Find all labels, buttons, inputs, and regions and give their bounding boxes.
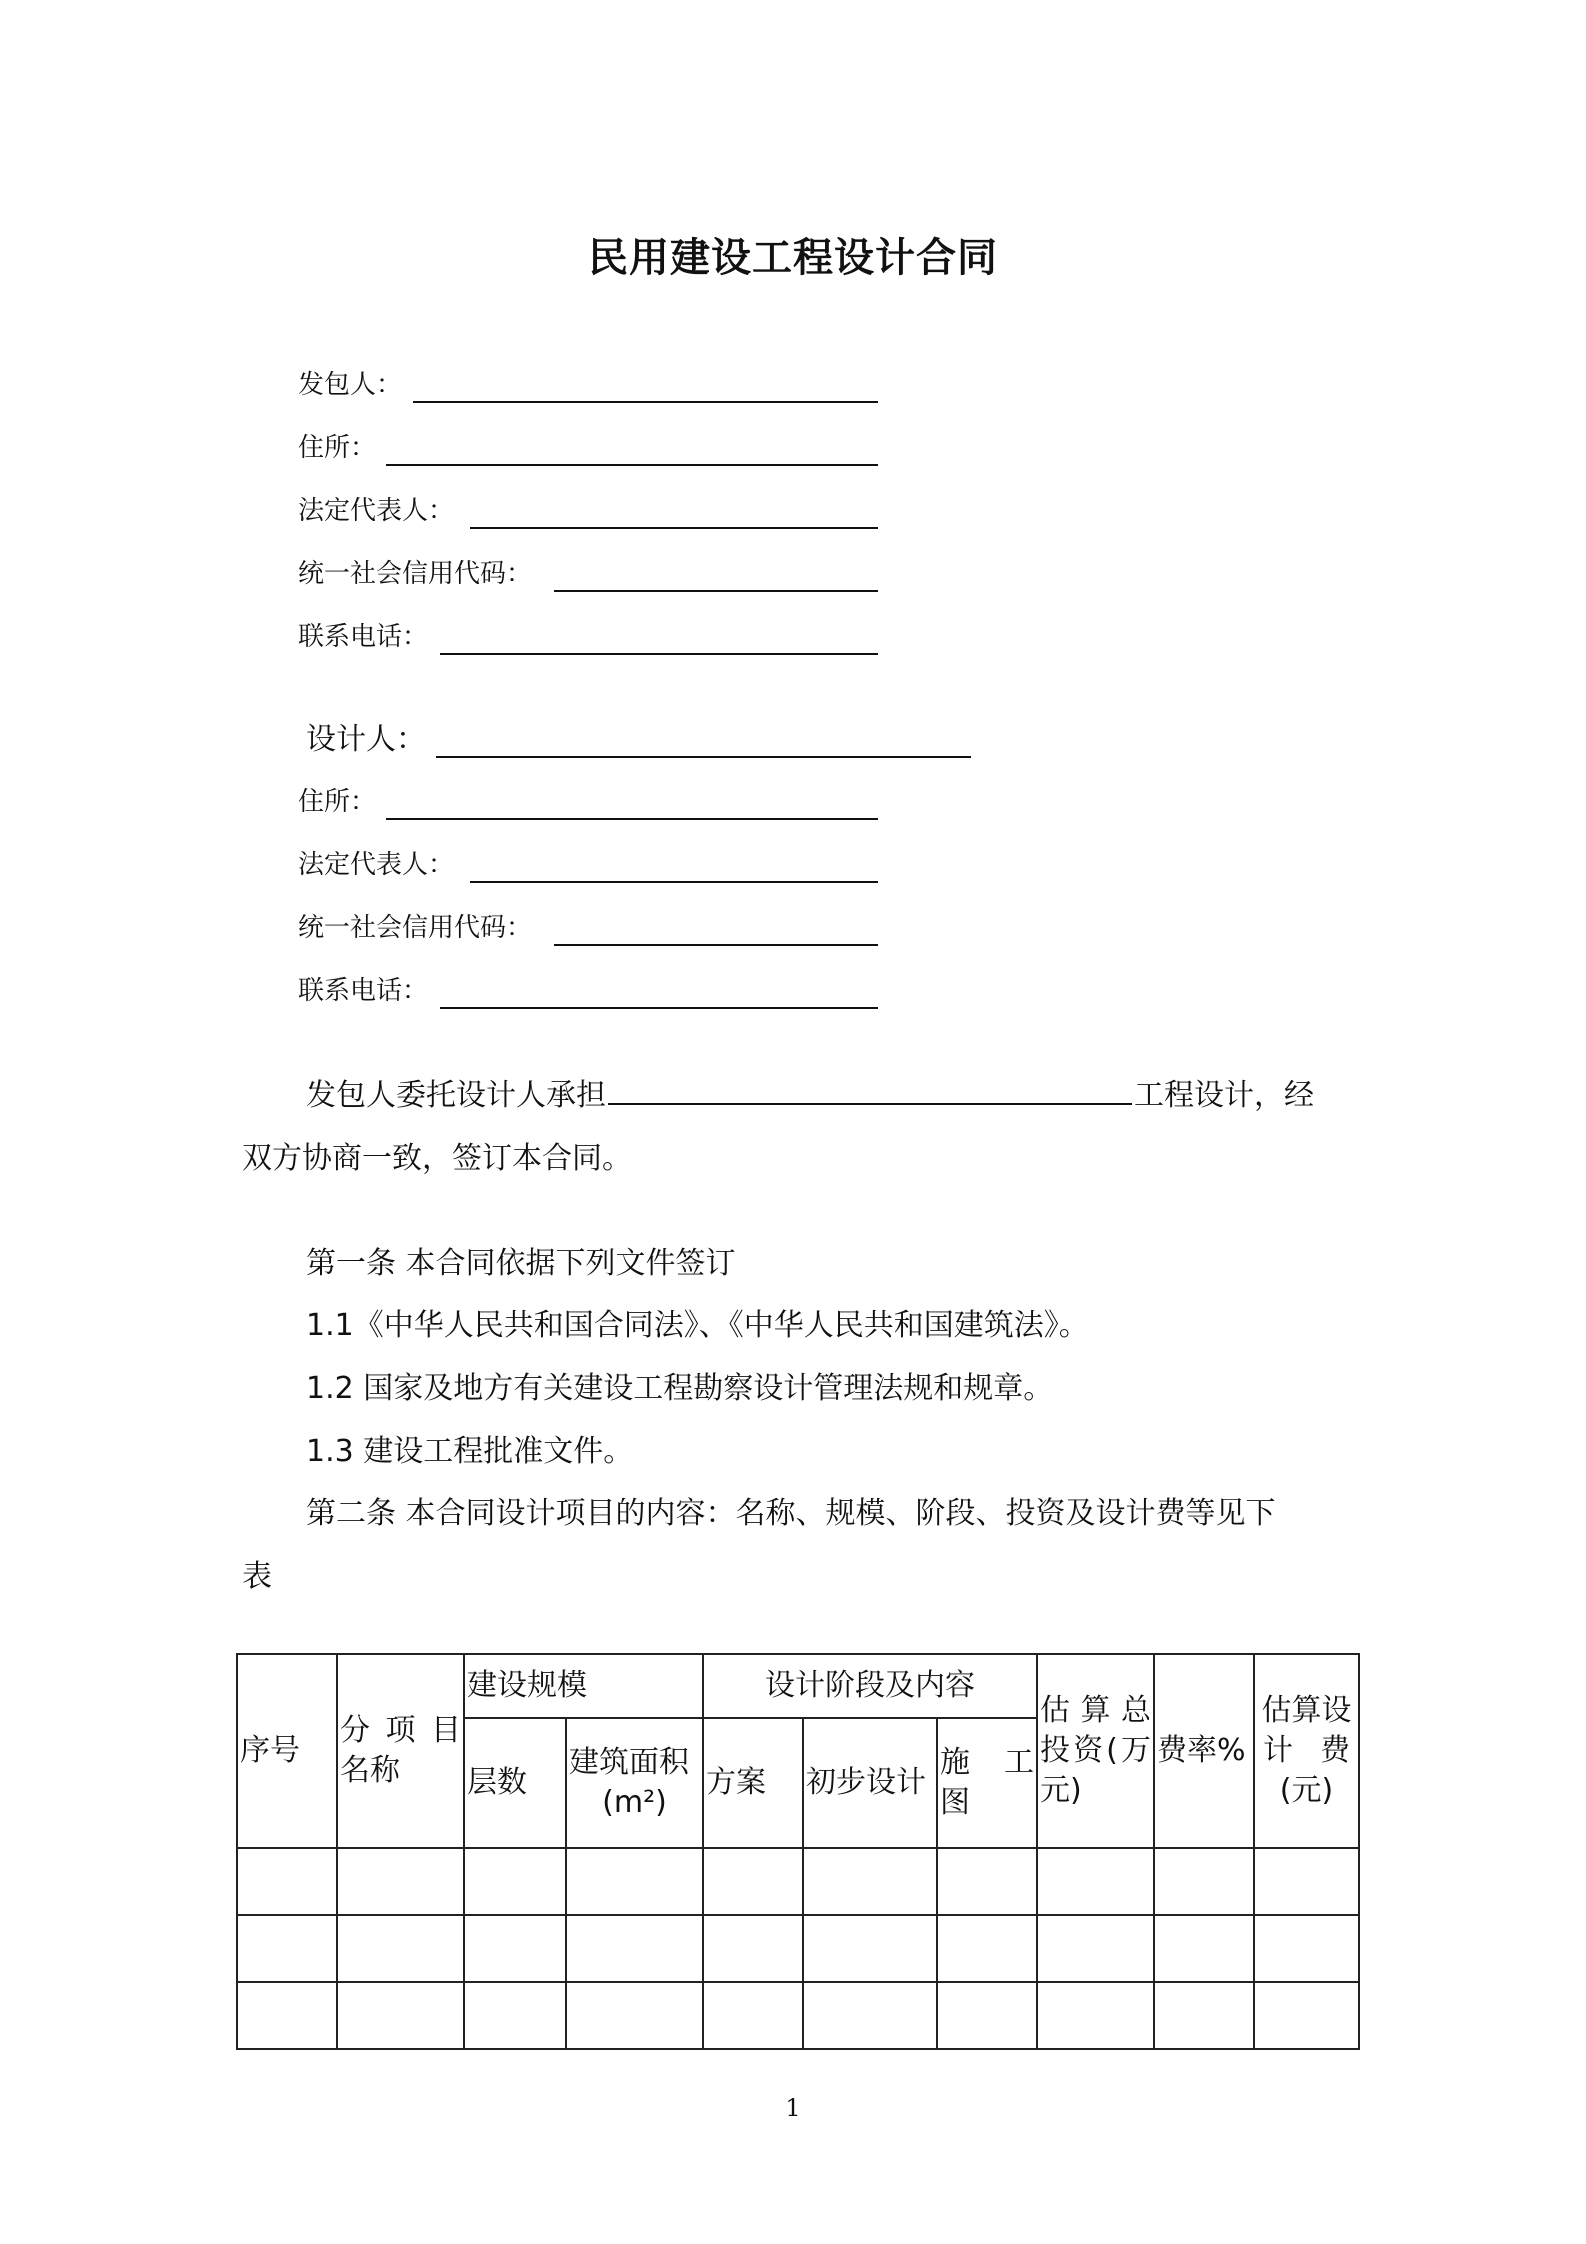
header-construction-line: 施工 (940, 1745, 1034, 1780)
header-item-name-line: 分项目 (340, 1713, 461, 1748)
table-cell[interactable] (566, 1848, 703, 1915)
employer-phone-underline (440, 653, 878, 655)
article-1-item: 1.1《中华人民共和国合同法》、《中华人民共和国建筑法》。 (306, 1308, 1089, 1343)
article-2-line-1: 第二条 本合同设计项目的内容：名称、规模、阶段、投资及设计费等见下 (306, 1496, 1276, 1531)
table-cell[interactable] (703, 1915, 803, 1982)
table-cell[interactable] (1154, 1848, 1254, 1915)
intro-line-1 (306, 1076, 1314, 1116)
project-name-underline[interactable] (608, 1103, 1132, 1105)
header-fee-line: 计费 (1263, 1733, 1350, 1768)
table-cell[interactable] (803, 1848, 937, 1915)
header-seq: 序号 (237, 1654, 337, 1848)
article-2-line-2: 表 (242, 1559, 272, 1594)
header-area-line: 建筑面积 (569, 1745, 689, 1780)
table-cell[interactable] (1037, 1848, 1154, 1915)
table-cell[interactable] (464, 1915, 566, 1982)
table-cell[interactable] (337, 1848, 464, 1915)
header-investment-line: 估算总 (1040, 1693, 1151, 1728)
table-row (237, 1982, 1359, 2049)
employer-credit-code-label: 统一社会信用代码： (298, 559, 533, 589)
table-cell[interactable] (803, 1982, 937, 2049)
table-cell[interactable] (237, 1848, 337, 1915)
table-cell[interactable] (1254, 1848, 1359, 1915)
header-investment-line: 投资(万 (1040, 1733, 1151, 1768)
designer-label: 设计人： (306, 722, 426, 757)
designer-address-label: 住所： (298, 787, 377, 817)
employer-credit-code-underline (554, 590, 878, 592)
intro-text-end: 工程设计，经 (1134, 1078, 1314, 1113)
table-cell[interactable] (1037, 1982, 1154, 2049)
table-cell[interactable] (703, 1982, 803, 2049)
designer-address-field[interactable] (298, 782, 376, 822)
table-cell[interactable] (937, 1982, 1037, 2049)
design-fee-table (236, 1653, 1360, 2050)
table-cell[interactable] (1254, 1982, 1359, 2049)
employer-credit-code-field[interactable] (298, 554, 532, 594)
employer-address-label: 住所： (298, 433, 377, 463)
header-preliminary: 初步设计 (803, 1718, 937, 1848)
table-cell[interactable] (1254, 1915, 1359, 1982)
designer-phone-underline (440, 1007, 878, 1009)
table-header-row (237, 1654, 1359, 1718)
header-area-line: (m²) (602, 1785, 667, 1820)
header-floors: 层数 (464, 1718, 566, 1848)
designer-field[interactable] (306, 720, 426, 760)
article-1-item: 1.2 国家及地方有关建设工程勘察设计管理法规和规章。 (306, 1371, 1054, 1406)
table-cell[interactable] (703, 1848, 803, 1915)
employer-legal-rep-label: 法定代表人： (298, 496, 455, 526)
page-number: 1 (785, 2094, 801, 2122)
designer-address-underline (386, 818, 878, 820)
designer-underline (436, 756, 971, 758)
designer-credit-code-underline (554, 944, 878, 946)
designer-legal-rep-label: 法定代表人： (298, 850, 455, 880)
table-cell[interactable] (337, 1915, 464, 1982)
header-scale-group: 建设规模 (464, 1654, 703, 1718)
employer-address-underline (386, 464, 878, 466)
employer-phone-field[interactable] (298, 617, 428, 657)
table-cell[interactable] (937, 1915, 1037, 1982)
header-investment-line: 元) (1040, 1773, 1082, 1808)
table-cell[interactable] (237, 1915, 337, 1982)
article-1-heading: 第一条 本合同依据下列文件签订 (306, 1246, 736, 1281)
header-item-name-line: 名称 (340, 1753, 400, 1788)
header-fee-line: 估算设 (1261, 1693, 1352, 1728)
table-cell[interactable] (237, 1982, 337, 2049)
page-title: 民用建设工程设计合同 (588, 234, 998, 281)
table-cell[interactable] (464, 1848, 566, 1915)
employer-underline (413, 401, 878, 403)
intro-text-start: 发包人委托设计人承担 (306, 1078, 606, 1113)
article-1-item: 1.3 建设工程批准文件。 (306, 1434, 634, 1469)
header-area (566, 1718, 703, 1848)
designer-credit-code-field[interactable] (298, 908, 532, 948)
employer-field[interactable] (298, 365, 402, 405)
table-cell[interactable] (803, 1915, 937, 1982)
table-cell[interactable] (1154, 1982, 1254, 2049)
table-cell[interactable] (566, 1915, 703, 1982)
header-fee (1254, 1654, 1359, 1848)
designer-legal-rep-field[interactable] (298, 845, 454, 885)
table-cell[interactable] (1037, 1915, 1154, 1982)
header-investment (1037, 1654, 1154, 1848)
table-cell[interactable] (1154, 1915, 1254, 1982)
header-construction (937, 1718, 1037, 1848)
designer-credit-code-label: 统一社会信用代码： (298, 913, 533, 943)
table-cell[interactable] (337, 1982, 464, 2049)
header-scheme: 方案 (703, 1718, 803, 1848)
table-cell[interactable] (937, 1848, 1037, 1915)
employer-legal-rep-field[interactable] (298, 491, 454, 531)
intro-line-2: 双方协商一致，签订本合同。 (242, 1141, 632, 1176)
employer-legal-rep-underline (470, 527, 878, 529)
employer-phone-label: 联系电话： (298, 622, 429, 652)
header-rate: 费率% (1154, 1654, 1254, 1848)
designer-phone-label: 联系电话： (298, 976, 429, 1006)
header-fee-line: (元) (1279, 1773, 1334, 1808)
table-row (237, 1915, 1359, 1982)
header-item-name (337, 1654, 464, 1848)
table-row (237, 1848, 1359, 1915)
employer-address-field[interactable] (298, 428, 376, 468)
header-construction-line: 图 (940, 1785, 970, 1820)
designer-phone-field[interactable] (298, 971, 428, 1011)
designer-legal-rep-underline (470, 881, 878, 883)
header-stage-group: 设计阶段及内容 (703, 1654, 1037, 1718)
employer-label: 发包人： (298, 370, 403, 400)
table-cell[interactable] (566, 1982, 703, 2049)
table-cell[interactable] (464, 1982, 566, 2049)
